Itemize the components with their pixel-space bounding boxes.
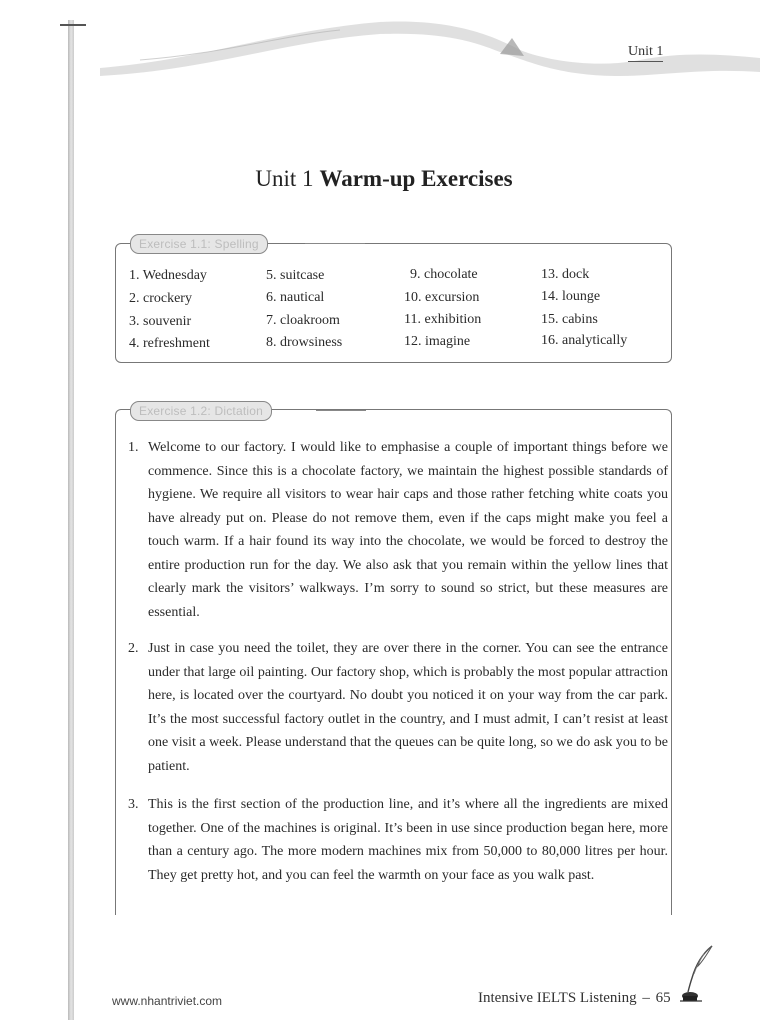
label-rule xyxy=(316,410,366,411)
footer-dash: – xyxy=(642,990,650,1006)
dictation-item xyxy=(128,436,668,624)
dictation-item-text: Just in case you need the toilet, they are over there in the corner. You can see the entrance under that large oil painting. Our factory shop, which is probably the most popular attraction here, is located over the courtyard. No doubt you noticed it on your way from the car park. It’s the most successful factory outlet in the country, and I must admit, I can’t resist at least one visit a week. Please understand that the queues can be quite long, so we do ask you to be patient. xyxy=(148,641,668,774)
spelling-word: 9. chocolate xyxy=(410,267,478,282)
spelling-word: 7. cloakroom xyxy=(266,313,340,328)
spelling-word: 1. Wednesday xyxy=(129,268,207,283)
spelling-word: 2. crockery xyxy=(129,291,192,306)
spelling-word: 3. souvenir xyxy=(129,314,192,329)
spelling-word: 13. dock xyxy=(541,267,590,282)
dictation-item xyxy=(128,793,668,887)
quill-inkwell-icon xyxy=(672,944,718,1004)
spelling-word: 5. suitcase xyxy=(266,268,325,283)
spelling-word: 12. imagine xyxy=(404,334,471,349)
running-header-unit: Unit 1 xyxy=(628,44,663,62)
title-unit: Unit 1 xyxy=(255,166,314,191)
title-main: Warm-up Exercises xyxy=(319,166,513,191)
spelling-word: 14. lounge xyxy=(541,289,601,304)
spelling-word: 8. drowsiness xyxy=(266,335,343,350)
page-title xyxy=(0,166,768,192)
dictation-item xyxy=(128,637,668,778)
footer-website: www.nhantriviet.com xyxy=(112,994,223,1008)
spelling-word: 11. exhibition xyxy=(404,312,482,327)
dictation-item-text: This is the first section of the production line, and it’s where all the ingredients are mixed together. One of the machines is original. It’s been in use since production began here, more than a century ago. The more modern machines mix from 50,000 to 80,000 litres per hour. They get pretty hot, and you can feel the warmth on your face as you walk past. xyxy=(148,797,668,883)
footer-page-label xyxy=(478,990,671,1007)
page-number: 65 xyxy=(655,990,671,1006)
spelling-word: 15. cabins xyxy=(541,312,598,327)
dictation-exercise-label: Exercise 1.2: Dictation xyxy=(130,401,272,421)
dictation-item-number: 3. xyxy=(128,797,139,812)
spelling-word: 4. refreshment xyxy=(129,336,210,351)
spelling-word: 16. analytically xyxy=(541,333,628,348)
spelling-word: 6. nautical xyxy=(266,290,325,305)
footer-book-title: Intensive IELTS Listening xyxy=(478,990,637,1006)
spelling-word: 10. excursion xyxy=(404,290,480,305)
label-rule xyxy=(305,243,365,244)
spelling-exercise-label: Exercise 1.1: Spelling xyxy=(130,234,268,254)
dictation-item-text: Welcome to our factory. I would like to emphasise a couple of important things before we commence. Since this is a chocolate factory, we maintain the highest possible standards of hygiene. We require all visitors to wear hair caps and those rather fetching white coats you have already put on. Please do not remove them, even if the caps might make you feel a touch warm. If a hair found its way into the chocolate, we would be forced to destroy the entire production run for the day. We also ask that you remain within the yellow lines that clearly mark the visitors’ walkways. I’m sorry to sound so strict, but these measures are essential. xyxy=(148,440,668,620)
dictation-item-number: 2. xyxy=(128,641,139,656)
dictation-item-number: 1. xyxy=(128,440,139,455)
